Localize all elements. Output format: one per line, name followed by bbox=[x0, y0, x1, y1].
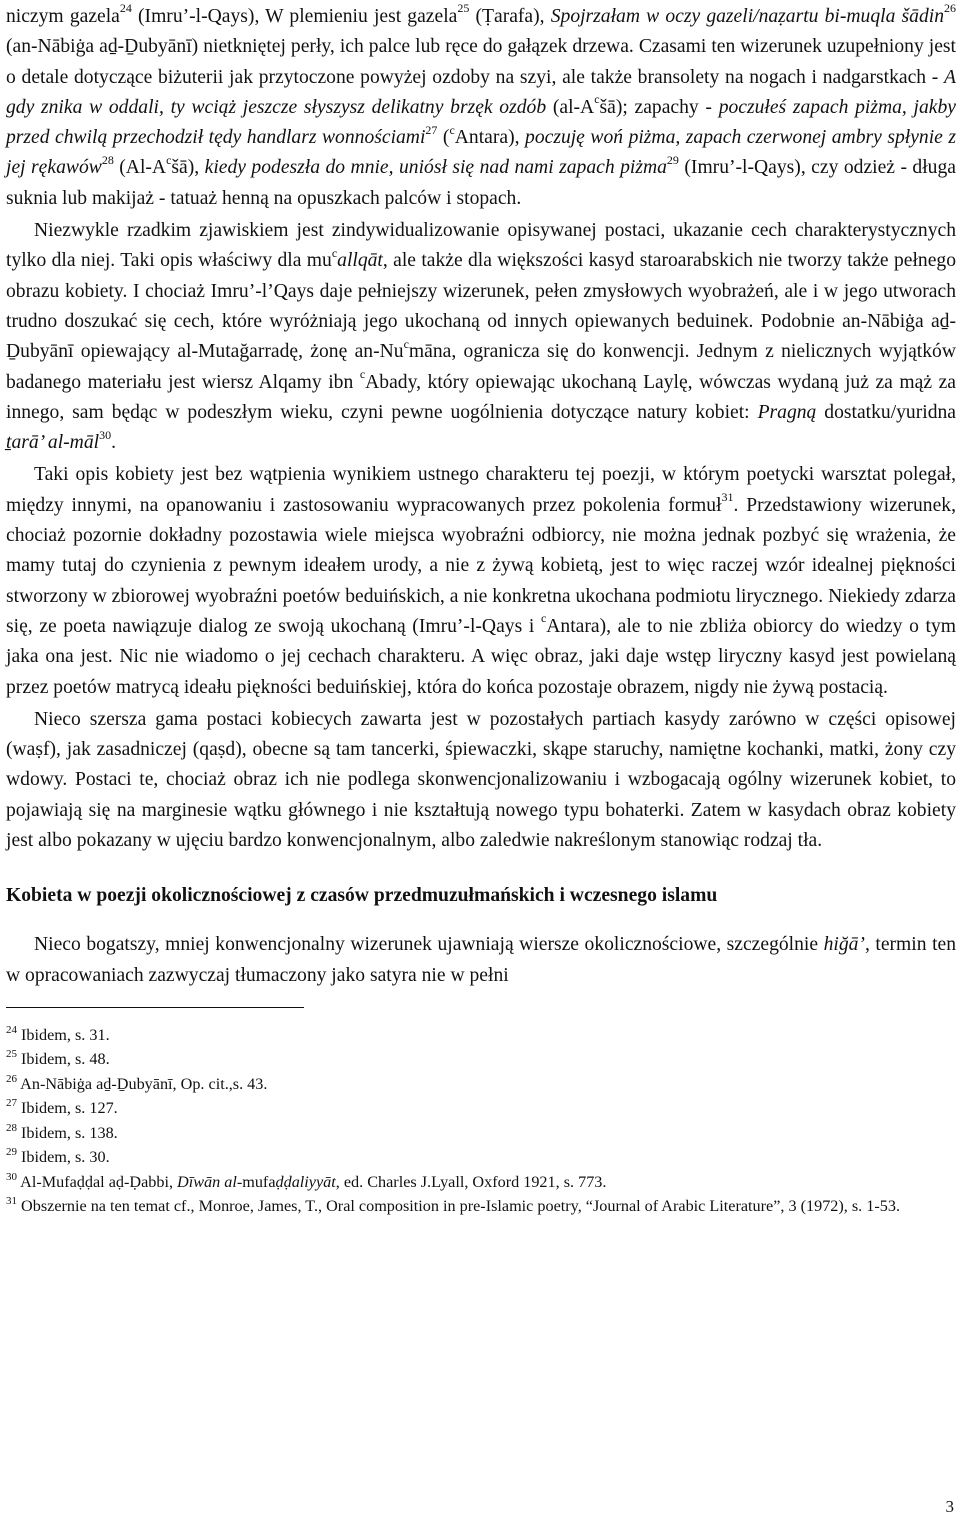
body-text bbox=[6, 2, 956, 856]
italic-text: Dīwān al- bbox=[177, 1172, 243, 1191]
text-run: (Al-A bbox=[113, 157, 167, 179]
footnote-28 bbox=[6, 1121, 956, 1146]
text-run: Al-Mufaḍḍal aḍ-Ḍabbi, bbox=[20, 1172, 178, 1191]
footnote-number: 25 bbox=[6, 1048, 17, 1061]
text-run: Antara), bbox=[454, 127, 526, 149]
text-run: , termin ten w opracowaniach zazwyczaj tłumaczony jako satyra nie w pełni bbox=[6, 934, 957, 986]
superscript: 25 bbox=[457, 1, 470, 16]
text-run: dostatku/yuridna bbox=[816, 401, 956, 423]
text-run: Ibidem, s. 138. bbox=[21, 1123, 118, 1142]
footnote-number: 24 bbox=[6, 1023, 17, 1036]
text-run: (Imru’-l-Qays), czy odzież - długa suknia lub makijaż - tatuaż henną na opuszkach palców i stopach. bbox=[6, 157, 956, 209]
superscript: c bbox=[449, 122, 455, 137]
italic-text: allqāt bbox=[337, 250, 383, 272]
footnote-31 bbox=[6, 1194, 956, 1219]
text-run: , ed. Charles J.Lyall, Oxford 1921, s. 773. bbox=[335, 1172, 607, 1191]
text-run: Obszernie na ten temat cf., Monroe, James, T., Oral composition in pre-Islamic poetry, “Journal of Arabic Literature”, 3 (1972), s. 1-53. bbox=[21, 1197, 900, 1216]
superscript: c bbox=[403, 336, 409, 351]
text-run: Ibidem, s. 31. bbox=[21, 1025, 110, 1044]
paragraph-1 bbox=[6, 2, 956, 214]
page-number: 3 bbox=[945, 1497, 954, 1516]
italic-text: ḍḍaliyyāt bbox=[275, 1172, 336, 1191]
text-run: Niezwykle rzadkim zjawiskiem jest zindywidualizowanie opisywanej postaci, ukazanie cech charakterystycznych tylko dla niej. Taki opis właściwy dla mu bbox=[6, 220, 956, 272]
text-run: . bbox=[111, 432, 116, 454]
superscript: c bbox=[359, 367, 366, 382]
footnote-number: 30 bbox=[6, 1170, 17, 1183]
footnote-number: 28 bbox=[6, 1121, 17, 1134]
italic-text: poczułeś zapach piżma, jakby przed chwilą przechodził tędy handlarz wonnościami bbox=[6, 96, 956, 149]
text-run: māna, ogranicza się do konwencji. Jednym z nielicznych wyjątków badanego materiału jest wiersz Alqamy ibn bbox=[6, 341, 956, 393]
footnotes bbox=[6, 1023, 956, 1219]
text-run: mufa bbox=[242, 1172, 276, 1191]
superscript: 29 bbox=[666, 152, 679, 167]
superscript: 26 bbox=[944, 1, 956, 16]
text-run: , ale także dla większości kasyd staroarabskich nie tworzy także pełnego obrazu kobiety. I chociaż Imru’-l’Qays daje pełniejszy wizerunek, pełen zmysłowych wyobrażeń, ale i w jego utworach trudno doszukać się cech, które wyróżniają jego ukochaną od innych opiewanych beduinek. Podobnie an-Nābiġa aḏ-Ḏubyānī opiewający al-Mutağarradę, żonę an-Nu bbox=[6, 250, 956, 363]
text-run: Ibidem, s. 48. bbox=[21, 1050, 110, 1069]
text-run: (Imru’-l-Qays), W plemieniu jest gazela bbox=[131, 6, 458, 27]
text-run: Ibidem, s. 30. bbox=[21, 1148, 110, 1167]
superscript: 27 bbox=[425, 122, 438, 137]
text-run: niczym gazela bbox=[6, 6, 120, 27]
footnote-29 bbox=[6, 1145, 956, 1170]
footnote-divider bbox=[6, 1007, 304, 1008]
italic-text: Pragną bbox=[757, 401, 817, 423]
superscript: c bbox=[594, 92, 600, 107]
text-run: Nieco bogatszy, mniej konwencjonalny wizerunek ujawniają wiersze okolicznościowe, szczególnie bbox=[34, 934, 824, 956]
text-run: An-Nābiġa aḏ-Ḏubyānī, Op. cit.,s. 43. bbox=[20, 1074, 268, 1093]
italic-text: Spojrzałam w oczy gazeli/naẓartu bi-muqla šādin bbox=[550, 6, 944, 27]
footnote-number: 31 bbox=[6, 1195, 17, 1208]
text-run: Antara), ale to nie zbliża obiorcy do wiedzy o tym jaka ona jest. Nic nie wiadomo o jej cechach charakteru. A więc obraz, jaki daje wstęp liryczny kasyd jest powielaną przez poetów matrycą ideału piękności beduińskiej, która do końca pozostaje obrazem, nigdy nie żywą postacią. bbox=[6, 615, 956, 698]
text-run: šā), bbox=[171, 157, 205, 179]
italic-text: ṯarā’ al-māl bbox=[6, 432, 100, 454]
text-run: . Przedstawiony wizerunek, chociaż pozornie dokładny pozostawia wiele miejsca wyobraźni odbiorcy, nie można jednak pozbyć się wrażenia, że mamy tutaj do czynienia z pewnym ideałem urody, a nie z żywą kobietą, jest to więc raczej wzór idealnej piękności stworzony w zbiorowej wyobraźni poetów beduińskich, a nie konkretna ukochana podmiotu lirycznego. Niekiedy zdarza się, ze poeta nawiązuje dialog ze swoją ukochaną (Imru’-l-Qays i bbox=[6, 494, 956, 637]
italic-text: poczuję woń piżma, zapach czerwonej ambry spłynie z jej rękawów bbox=[6, 127, 956, 179]
section-heading: Kobieta w poezji okolicznościowej z czasów przedmuzułmańskich i wczesnego islamu bbox=[6, 885, 718, 907]
superscript: c bbox=[166, 152, 172, 167]
superscript: 28 bbox=[101, 152, 114, 167]
text-run: Taki opis kobiety jest bez wątpienia wynikiem ustnego charakteru tej poezji, w którym poetycki warsztat polegał, między innymi, na opanowaniu i zastosowaniu wypracowanych przez pokolenia formuł bbox=[6, 464, 956, 516]
footnote-number: 29 bbox=[6, 1146, 17, 1159]
footnote-26 bbox=[6, 1072, 956, 1097]
document-page bbox=[6, 2, 956, 1219]
footnote-25 bbox=[6, 1047, 956, 1072]
paragraph-3 bbox=[6, 460, 956, 702]
superscript: c bbox=[331, 245, 338, 260]
text-run: (Ṭarafa), bbox=[469, 6, 551, 27]
text-run: ( bbox=[437, 127, 450, 149]
text-run: (al-A bbox=[546, 96, 595, 118]
footnote-number: 27 bbox=[6, 1097, 17, 1110]
superscript: c bbox=[540, 611, 547, 626]
footnote-27 bbox=[6, 1096, 956, 1121]
footnote-number: 26 bbox=[6, 1072, 17, 1085]
text-run: Ibidem, s. 127. bbox=[21, 1099, 118, 1118]
italic-text: A gdy znika w oddali, ty wciąż jeszcze słyszysz delikatny brzęk ozdób bbox=[6, 66, 956, 118]
paragraph-4 bbox=[6, 705, 956, 856]
superscript: 24 bbox=[119, 1, 132, 16]
superscript: 30 bbox=[99, 427, 112, 442]
italic-text: kiedy podeszła do mnie, uniósł się nad nami zapach piżma bbox=[204, 157, 667, 179]
footnote-24 bbox=[6, 1023, 956, 1048]
superscript: 31 bbox=[721, 490, 734, 505]
text-run: Nieco szersza gama postaci kobiecych zawarta jest w pozostałych partiach kasydy zarówno w części opisowej (waṣf), jak zasadniczej (qaṣd), obecne są tam tancerki, śpiewaczki, skąpe staruchy, namiętne kochanki, matki, żony czy wdowy. Postaci te, chociaż obraz ich nie podlega skonwencjonalizowaniu i wzbogacają ogólny wizerunek kobiet, to pojawiają się na marginesie wątku głównego i nie kształtują nowego typu bohaterki. Zatem w kasydach obraz kobiety jest albo pokazany w ujęciu bardzo konwencjonalnym, albo zaledwie nakreślonym stanowiąc rodzaj tła. bbox=[6, 708, 956, 852]
text-run: (an-Nābiġa aḏ-Ḏubyānī) nietkniętej perły, ich palce lub ręce do gałązek drzewa. Czasami ten wizerunek uzupełniony jest o detale dotyczące biżuterii jak przytoczone powyżej ozdoby na szyi, ale także bransolety na nogach i nadgarstkach - bbox=[6, 36, 956, 88]
text-run: Abady, który opiewając ukochaną Laylę, wówczas wydaną już za mąż za innego, sam będąc w podeszłym wieku, czyni pewne uogólnienia dotyczące natury kobiet: bbox=[6, 371, 956, 423]
paragraph-2 bbox=[6, 216, 956, 458]
footnote-30 bbox=[6, 1170, 956, 1195]
text-run: šā); zapachy - bbox=[599, 96, 719, 118]
paragraph-5 bbox=[6, 930, 956, 991]
italic-text: hiğā’ bbox=[823, 934, 865, 956]
